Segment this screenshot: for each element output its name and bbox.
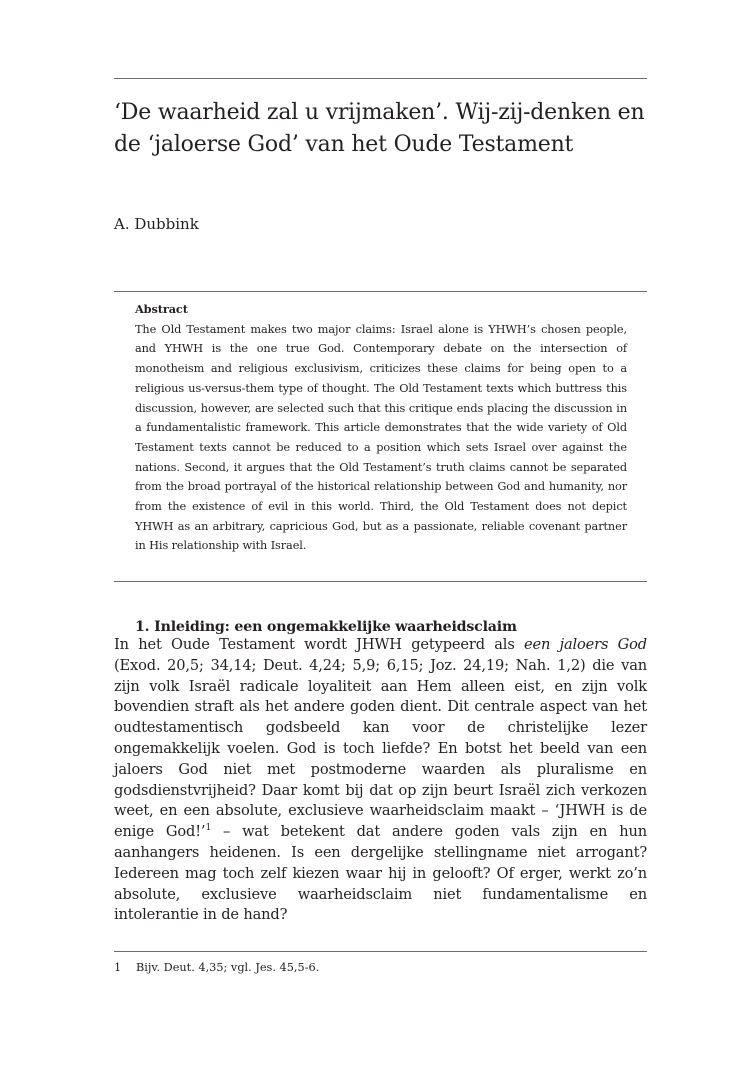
author-name: A. Dubbink xyxy=(114,215,199,233)
article-title: ‘De waarheid zal u vrijmaken’. Wij-zij-denken en de ‘jaloerse God’ van het Oude Testament xyxy=(114,100,645,157)
footnote-reference[interactable]: 1 xyxy=(205,823,212,834)
footnote xyxy=(114,960,647,976)
body-text-part-1: In het Oude Testament wordt JHWH getypeerd als xyxy=(114,636,525,653)
abstract-top-rule xyxy=(114,291,647,292)
abstract-heading: Abstract xyxy=(135,302,188,316)
body-text-part-3: – wat betekent dat andere goden vals zijn en hun aanhangers heidenen. Is een dergelijke stellingname niet arrogant? Iedereen mag toch zelf kiezen waar hij in gelooft? Of erger, werkt zo’n absolute, exclusieve waarheidsclaim niet fundamentalisme en intolerantie in de hand? xyxy=(114,823,647,924)
footnote-text: Bijv. Deut. 4,35; vgl. Jes. 45,5-6. xyxy=(136,961,320,974)
footnote-rule xyxy=(114,951,647,952)
abstract-text: The Old Testament makes two major claims: Israel alone is YHWH’s chosen people, and YHWH is the one true God. Contemporary debate on the intersection of monotheism and religious exclusivism, criticizes these claims for being open to a religious us-versus-them type of thought. The Old Testament texts which buttress this discussion, however, are selected such that this critique ends placing the discussion in a fundamentalistic framework. This article demonstrates that the wide variety of Old Testament texts cannot be reduced to a position which sets Israel over against the nations. Second, it argues that the Old Testament’s truth claims cannot be separated from the broad portrayal of the historical relationship between God and humanity, nor from the existence of evil in this world. Third, the Old Testament does not depict YHWH as an arbitrary, capricious God, but as a passionate, reliable covenant partner in His relationship with Israel. xyxy=(135,322,627,553)
body-paragraph xyxy=(114,635,647,926)
abstract-block xyxy=(135,300,627,556)
top-rule xyxy=(114,78,647,79)
body-text-part-2: (Exod. 20,5; 34,14; Deut. 4,24; 5,9; 6,15; Joz. 24,19; Nah. 1,2) die van zijn volk Israël radicale loyaliteit aan Hem alleen eist, en zijn volk bovendien straft als het andere goden dient. Dit centrale aspect van het oudtestamentisch godsbeeld kan voor de christelijke lezer ongemakkelijk voelen. God is toch liefde? En botst het beeld van een jaloers God niet met postmoderne waarden als pluralisme en godsdienstvrijheid? Daar komt bij dat op zijn beurt Israël zich verkozen weet, en een absolute, exclusieve waarheidsclaim maakt – ‘JHWH is de enige God!’ xyxy=(114,656,647,841)
body-text-italic: een jaloers God xyxy=(524,636,647,653)
footnote-number: 1 xyxy=(114,961,122,974)
abstract-bottom-rule xyxy=(114,581,647,582)
section-heading: 1. Inleiding: een ongemakkelijke waarheidsclaim xyxy=(135,619,517,635)
